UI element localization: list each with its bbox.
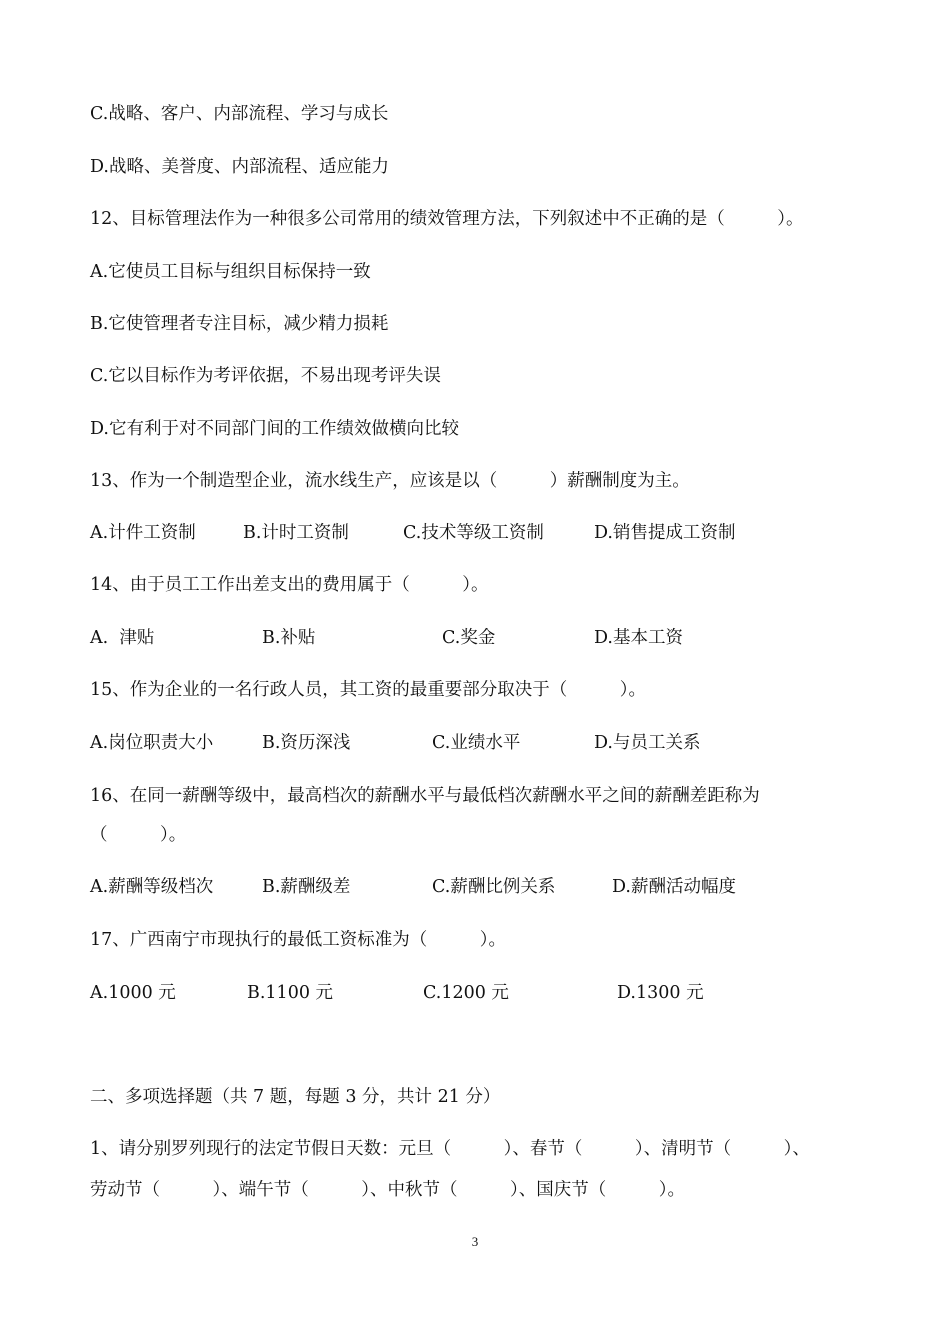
q14-option-d: D.基本工资 bbox=[594, 628, 683, 648]
q17-stem: 17、广西南宁市现执行的最低工资标准为（ ）。 bbox=[90, 930, 507, 950]
q16-option-c: C.薪酬比例关系 bbox=[432, 877, 556, 897]
q16-stem-line1: 16、在同一薪酬等级中，最高档次的薪酬水平与最低档次薪酬水平之间的薪酬差距称为 bbox=[90, 786, 760, 806]
q15-option-d: D.与员工关系 bbox=[594, 733, 701, 753]
q12-option-a: A.它使员工目标与组织目标保持一致 bbox=[90, 262, 371, 282]
multi-q1-line1: 1、请分别罗列现行的法定节假日天数：元旦（ ）、春节（ ）、清明节（ ）、 bbox=[90, 1139, 810, 1159]
q14-option-a: A. 津贴 bbox=[90, 628, 155, 648]
q11-option-d: D.战略、美誉度、内部流程、适应能力 bbox=[90, 157, 389, 177]
q17-option-d: D.1300 元 bbox=[617, 983, 704, 1003]
q14-option-c: C.奖金 bbox=[442, 628, 496, 648]
q14-option-b: B.补贴 bbox=[262, 628, 316, 648]
q13-option-d: D.销售提成工资制 bbox=[594, 523, 736, 543]
q13-option-a: A.计件工资制 bbox=[90, 523, 196, 543]
q13-stem: 13、作为一个制造型企业，流水线生产，应该是以（ ）薪酬制度为主。 bbox=[90, 471, 690, 491]
q13-option-c: C.技术等级工资制 bbox=[403, 523, 544, 543]
section-2-heading: 二、多项选择题（共 7 题，每题 3 分，共计 21 分） bbox=[90, 1087, 501, 1107]
q12-stem: 12、目标管理法作为一种很多公司常用的绩效管理方法，下列叙述中不正确的是（ ）。 bbox=[90, 209, 804, 229]
q15-stem: 15、作为企业的一名行政人员，其工资的最重要部分取决于（ ）。 bbox=[90, 680, 647, 700]
q16-option-d: D.薪酬活动幅度 bbox=[612, 877, 736, 897]
q16-option-b: B.薪酬级差 bbox=[262, 877, 351, 897]
q11-option-c: C.战略、客户、内部流程、学习与成长 bbox=[90, 104, 389, 124]
page-number: 3 bbox=[471, 1234, 479, 1249]
q14-stem: 14、由于员工工作出差支出的费用属于（ ）。 bbox=[90, 575, 489, 595]
q15-option-b: B.资历深浅 bbox=[262, 733, 351, 753]
q13-option-b: B.计时工资制 bbox=[243, 523, 349, 543]
multi-q1-line2: 劳动节（ ）、端午节（ ）、中秋节（ ）、国庆节（ ）。 bbox=[90, 1180, 685, 1200]
q12-option-c: C.它以目标作为考评依据，不易出现考评失误 bbox=[90, 366, 441, 386]
q16-option-a: A.薪酬等级档次 bbox=[90, 877, 214, 897]
q16-stem-line2: （ ）。 bbox=[90, 825, 187, 845]
q17-option-c: C.1200 元 bbox=[423, 983, 509, 1003]
q12-option-d: D.它有利于对不同部门间的工作绩效做横向比较 bbox=[90, 419, 459, 439]
q15-option-a: A.岗位职责大小 bbox=[90, 733, 214, 753]
q12-option-b: B.它使管理者专注目标，减少精力损耗 bbox=[90, 314, 389, 334]
q17-option-a: A.1000 元 bbox=[90, 983, 176, 1003]
q15-option-c: C.业绩水平 bbox=[432, 733, 521, 753]
q17-option-b: B.1100 元 bbox=[247, 983, 334, 1003]
